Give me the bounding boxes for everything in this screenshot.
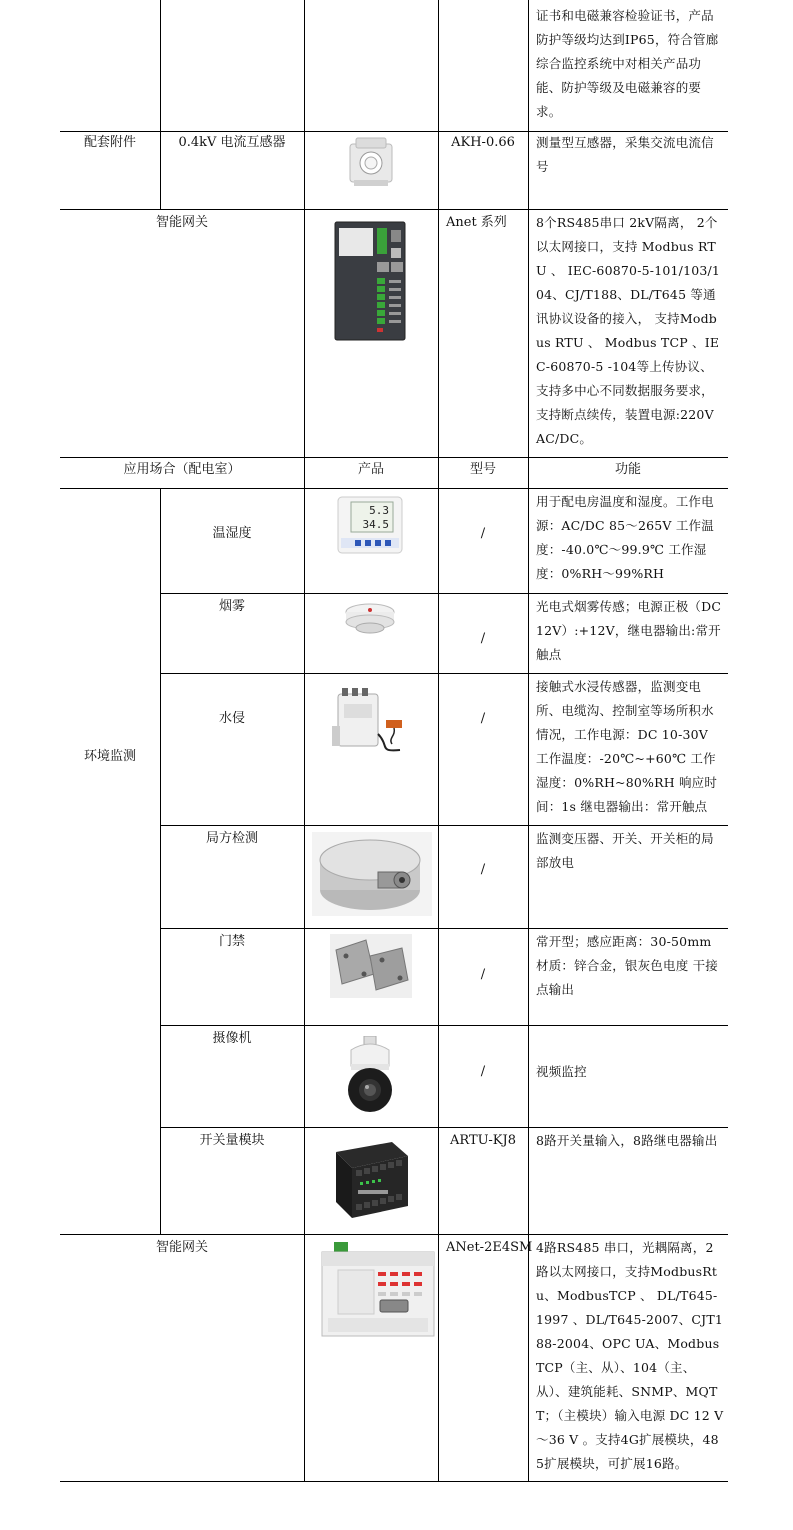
model-label: / [480,526,486,541]
function-text: 证书和电磁兼容检验证书，产品防护等级均达到IP65，符合管廊综合监控系统中对相关产品功能、防护等级及电磁兼容的要求。 [536,8,719,119]
partial-discharge-sensor-icon [312,832,432,916]
current-transformer-icon [346,136,396,190]
item-label: 智能网关 [155,1240,208,1255]
item-label: 烟雾 [218,599,245,614]
group-label: 环境监测 [83,749,136,764]
header-function: 功能 [614,462,641,477]
item-label: 智能网关 [155,215,208,230]
col-border [160,0,161,209]
function-text: 常开型；感应距离：30-50mm 材质：锌合金，银灰色电度 干接点输出 [536,934,718,997]
io-module-icon [330,1138,412,1222]
col-border [438,0,439,1481]
row-border [160,928,728,929]
header-model: 型号 [469,462,496,477]
row-border [160,673,728,674]
model-label: ARTU-KJ8 [450,1133,516,1148]
function-text: 监测变压器、开关、开关柜的局部放电 [536,831,714,870]
item-label: 水侵 [218,711,245,726]
model-label: / [480,711,486,726]
smoke-detector-icon [343,598,397,638]
function-text: 光电式烟雾传感；电源正极（DC 12V）:+12V，继电器输出:常开触点 [536,599,722,662]
row-border [160,1127,728,1128]
item-label: 门禁 [218,934,245,949]
model-label: / [480,862,486,877]
item-label: 温湿度 [212,526,252,541]
water-leak-sensor-icon [330,686,414,758]
display-top-value: 5.3 [369,504,389,517]
row-border [60,209,728,210]
item-label: 0.4kV 电流互感器 [178,135,286,150]
function-text: 用于配电房温度和湿度。工作电源：AC/DC 85～265V 工作温度：-40.0℃～99.9℃ 工作湿度：0%RH～99%RH [536,494,714,581]
function-text: 4路RS485 串口，光耦隔离，2路以太网接口，支持ModbusRtu、ModbusTCP 、 DL/T645-1997 、DL/T645-2007、CJT188-2004、OPC UA、ModbusTCP（主、从）、104（主、从）、建筑能耗、SNMP、MQTT；（主模块）输入电源 DC 12 V ～36 V 。支持4G扩展模块，485扩展模块，可扩展16路。 [536,1240,724,1471]
header-product: 产品 [357,462,384,477]
din-rail-gateway-icon [318,1242,438,1338]
row-border [160,825,728,826]
function-text: 测量型互感器，采集交流电流信号 [536,135,714,174]
header-application: 应用场合（配电室） [123,462,241,477]
function-text: 视频监控 [536,1064,587,1079]
display-bottom-value: 34.5 [362,518,389,531]
temperature-humidity-sensor-icon [337,496,403,554]
door-magnetic-switch-icon [330,934,412,998]
row-border [60,1234,728,1235]
function-text: 接触式水浸传感器，监测变电所、电缆沟、控制室等场所积水情况，工作电源：DC 10-30V 工作温度：-20℃~+60℃ 工作湿度：0%RH~80%RH 响应时间：1s 继电器输出：常开触点 [536,679,718,814]
dome-camera-icon [345,1036,395,1116]
col-border [304,0,305,1481]
model-label: AKH-0.66 [451,135,515,150]
item-label: 局方检测 [205,831,258,846]
model-label: / [480,1064,486,1079]
item-label: 摄像机 [212,1031,252,1046]
function-text: 8个RS485串口 2kV隔离， 2个以太网接口，支持 Modbus RTU 、 IEC-60870-5-101/103/104、CJ/T188、DL/T645 等通讯协议设备的接入， 支持Modbus RTU 、 Modbus TCP 、IEC-60870-5 -104等上传协议、支持多中心不同数据服务要求，支持断点续传，装置电源:220V AC/DC。 [536,215,721,446]
function-text: 8路开关量输入，8路继电器输出 [536,1133,718,1148]
model-label: ANet-2E4SM [446,1240,533,1255]
model-label: / [480,631,486,646]
item-label: 开关量模块 [199,1133,265,1148]
model-label: / [480,967,486,982]
row-border [60,1481,728,1482]
model-label: Anet 系列 [446,215,507,230]
gateway-device-icon [333,218,409,344]
row-border [160,593,728,594]
category-label: 配套附件 [83,135,136,150]
row-border [160,1025,728,1026]
